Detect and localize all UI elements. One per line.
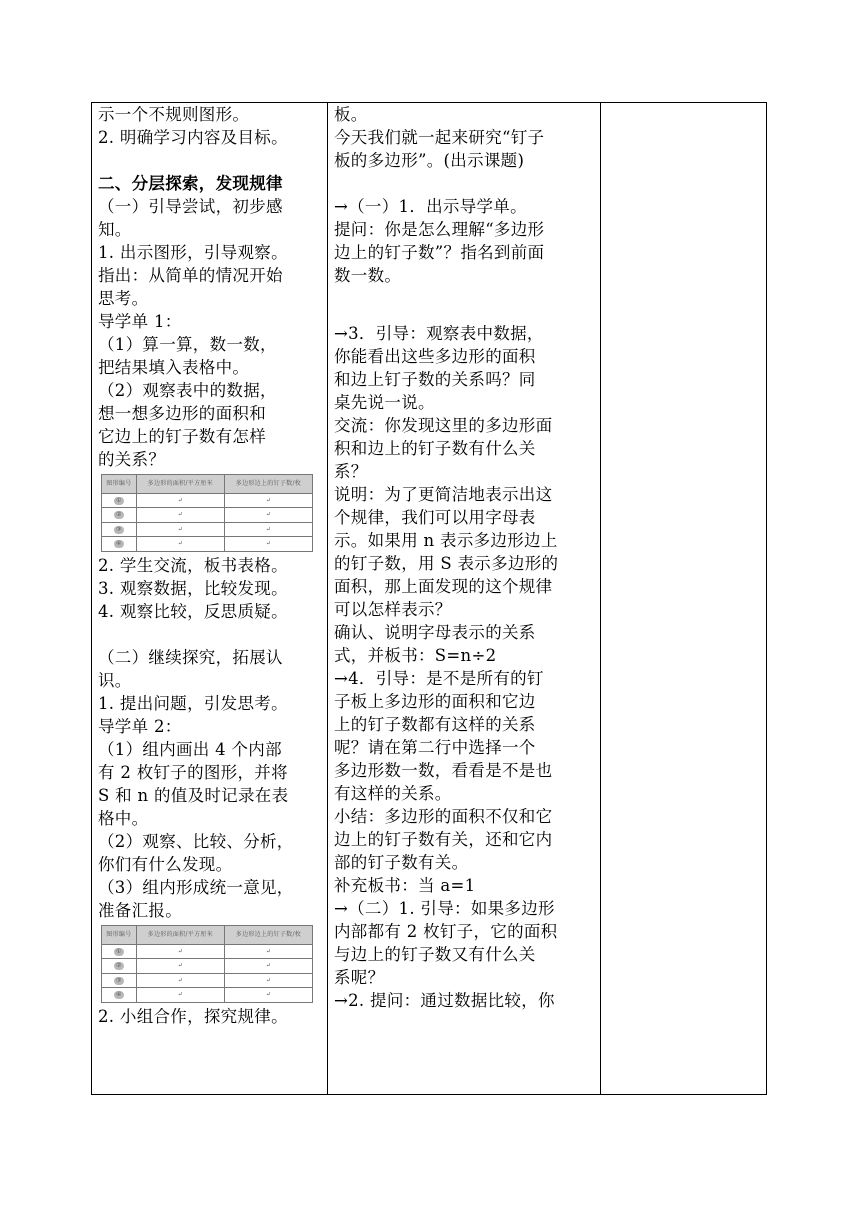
- spacer: [334, 310, 596, 322]
- table-cell: ↵: [136, 493, 224, 508]
- spacer: [98, 149, 322, 172]
- table-row: [102, 537, 313, 552]
- text-line: 补充板书：当 a=1: [334, 876, 476, 895]
- table-cell: ↵: [136, 988, 224, 1003]
- process-cell: [92, 103, 326, 1094]
- table-cell: ↵: [136, 537, 224, 552]
- text-line: 格中。: [98, 809, 149, 828]
- text-line: 子板上多边形的面积和它边: [334, 692, 536, 711]
- teacher-activity-column: [327, 103, 600, 1094]
- text-line: →（一）1．出示导学单。: [334, 197, 527, 216]
- text-line: 知。: [98, 220, 132, 239]
- record-table-image: [101, 474, 313, 552]
- text-line: 1. 出示图形，引导观察。: [98, 243, 288, 262]
- text-line: 板。: [334, 105, 368, 124]
- figure-number: ③: [114, 977, 124, 985]
- table-cell: ↵: [136, 973, 224, 988]
- table-header-cell: 多边形的面积/平方厘米: [136, 926, 224, 945]
- text-line: 系呢？: [334, 968, 385, 987]
- figure-number-cell: [102, 988, 137, 1003]
- text-line: 指出：从简单的情况开始: [98, 266, 283, 285]
- text-line: 的钉子数，用 S 表示多边形的: [334, 554, 559, 573]
- figure-number: ①: [114, 948, 124, 956]
- text-line: 边上的钉子数”？指名到前面: [334, 243, 545, 262]
- spacer: [334, 172, 596, 195]
- text-line: （2）观察、比较、分析，: [98, 832, 294, 851]
- spacer: [98, 623, 322, 646]
- notes-column: [600, 103, 769, 1094]
- text-line: 识。: [98, 671, 132, 690]
- text-line: 2. 明确学习内容及目标。: [98, 128, 288, 147]
- text-line: 示。如果用 n 表示多边形边上: [334, 531, 558, 550]
- figure-number: ①: [114, 497, 124, 505]
- table-row: [102, 493, 313, 508]
- text-line: →3．引导：观察表中数据，: [334, 324, 544, 343]
- figure-number: ②: [114, 962, 124, 970]
- figure-number-cell: [102, 508, 137, 523]
- text-line: 系？: [334, 462, 368, 481]
- text-line: →2. 提问：通过数据比较，你: [334, 991, 555, 1010]
- figure-number-cell: [102, 537, 137, 552]
- table-row: [102, 508, 313, 523]
- text-line: 3. 观察数据，比较发现。: [98, 579, 288, 598]
- text-line: 与边上的钉子数又有什么关: [334, 945, 536, 964]
- figure-number: ④: [114, 540, 124, 548]
- text-line: （2）观察表中的数据，: [98, 381, 277, 400]
- table-cell: ↵: [224, 493, 312, 508]
- text-line: 导学单 1：: [98, 312, 182, 331]
- text-line: 板的多边形”。(出示课题): [334, 151, 525, 170]
- section-heading: 二、分层探索，发现规律: [98, 174, 283, 193]
- figure-number: ②: [114, 511, 124, 519]
- table-row: [102, 959, 313, 974]
- text-line: S 和 n 的值及时记录在表: [98, 786, 289, 805]
- table-row: [102, 973, 313, 988]
- text-line: （二）继续探究，拓展认: [98, 648, 283, 667]
- text-line: 2. 小组合作，探究规律。: [98, 1007, 288, 1026]
- table-cell: ↵: [224, 959, 312, 974]
- table-header-cell: 多边形边上的钉子数/枚: [224, 926, 312, 945]
- spacer: [334, 287, 596, 310]
- text-line: 交流：你发现这里的多边形面: [334, 416, 553, 435]
- text-line: 个规律，我们可以用字母表: [334, 508, 536, 527]
- table-cell: ↵: [224, 944, 312, 959]
- text-line: 边上的钉子数有关，还和它内: [334, 830, 553, 849]
- text-line: （1）算一算，数一数，: [98, 335, 277, 354]
- text-line: 4. 观察比较，反思质疑。: [98, 602, 288, 621]
- text-line: 2. 学生交流，板书表格。: [98, 556, 288, 575]
- text-line: 确认、说明字母表示的关系: [334, 623, 536, 642]
- figure-number-cell: [102, 522, 137, 537]
- table-cell: ↵: [224, 537, 312, 552]
- table-header-cell: 多边形边上的钉子数/枚: [224, 475, 312, 494]
- text-line: 导学单 2：: [98, 717, 182, 736]
- text-line: 多边形数一数，看看是不是也: [334, 761, 553, 780]
- text-line: 积和边上的钉子数有什么关: [334, 439, 536, 458]
- text-line: 想一想多边形的面积和: [98, 404, 266, 423]
- process-column: [92, 103, 326, 1094]
- table-row: [102, 522, 313, 537]
- text-line: 说明：为了更简洁地表示出这: [334, 485, 553, 504]
- table-cell: ↵: [136, 508, 224, 523]
- table-cell: ↵: [136, 959, 224, 974]
- text-line: 可以怎样表示？: [334, 600, 452, 619]
- figure-number: ④: [114, 991, 124, 999]
- table-cell: ↵: [224, 988, 312, 1003]
- text-line: →4．引导：是不是所有的钉: [334, 669, 544, 688]
- text-line: （3）组内形成统一意见，: [98, 878, 294, 897]
- figure-number-cell: [102, 944, 137, 959]
- figure-number-cell: [102, 959, 137, 974]
- teacher-activity-cell: [328, 103, 600, 1094]
- table-row: [102, 944, 313, 959]
- lesson-plan-table: [91, 102, 767, 1095]
- text-line: 式，并板书：S=n÷2: [334, 646, 497, 665]
- table-cell: ↵: [224, 973, 312, 988]
- figure-number: ③: [114, 526, 124, 534]
- text-line: 上的钉子数都有这样的关系: [334, 715, 536, 734]
- text-line: 部的钉子数有关。: [334, 853, 469, 872]
- text-line: （一）引导尝试，初步感: [98, 197, 283, 216]
- text-line: 示一个不规则图形。: [98, 105, 250, 124]
- text-line: 桌先说一说。: [334, 393, 435, 412]
- record-table-image: [101, 925, 313, 1003]
- text-line: 面积，那上面发现的这个规律: [334, 577, 553, 596]
- text-line: 1. 提出问题，引发思考。: [98, 694, 288, 713]
- text-line: 小结：多边形的面积不仅和它: [334, 807, 553, 826]
- table-cell: ↵: [136, 944, 224, 959]
- table-header-cell: 图形编号: [102, 926, 137, 945]
- text-line: 有这样的关系。: [334, 784, 452, 803]
- table-header-cell: 图形编号: [102, 475, 137, 494]
- text-line: 你们有什么发现。: [98, 855, 233, 874]
- text-line: 准备汇报。: [98, 901, 182, 920]
- text-line: 它边上的钉子数有怎样: [98, 427, 266, 446]
- text-line: 你能看出这些多边形的面积: [334, 347, 536, 366]
- text-line: 内部都有 2 枚钉子，它的面积: [334, 922, 558, 941]
- text-line: 思考。: [98, 289, 149, 308]
- text-line: 今天我们就一起来研究“钉子: [334, 128, 545, 147]
- figure-number-cell: [102, 973, 137, 988]
- text-line: →（二）1. 引导：如果多边形: [334, 899, 555, 918]
- text-line: 提问：你是怎么理解“多边形: [334, 220, 545, 239]
- text-line: 的关系？: [98, 450, 166, 469]
- table-row: [102, 988, 313, 1003]
- text-line: 和边上钉子数的关系吗？同: [334, 370, 536, 389]
- figure-number-cell: [102, 493, 137, 508]
- table-cell: ↵: [224, 508, 312, 523]
- table-cell: ↵: [136, 522, 224, 537]
- text-line: 呢？请在第二行中选择一个: [334, 738, 536, 757]
- text-line: 把结果填入表格中。: [98, 358, 250, 377]
- table-header-cell: 多边形的面积/平方厘米: [136, 475, 224, 494]
- text-line: （1）组内画出 4 个内部: [98, 740, 282, 759]
- text-line: 数一数。: [334, 266, 402, 285]
- text-line: 有 2 枚钉子的图形，并将: [98, 763, 288, 782]
- table-cell: ↵: [224, 522, 312, 537]
